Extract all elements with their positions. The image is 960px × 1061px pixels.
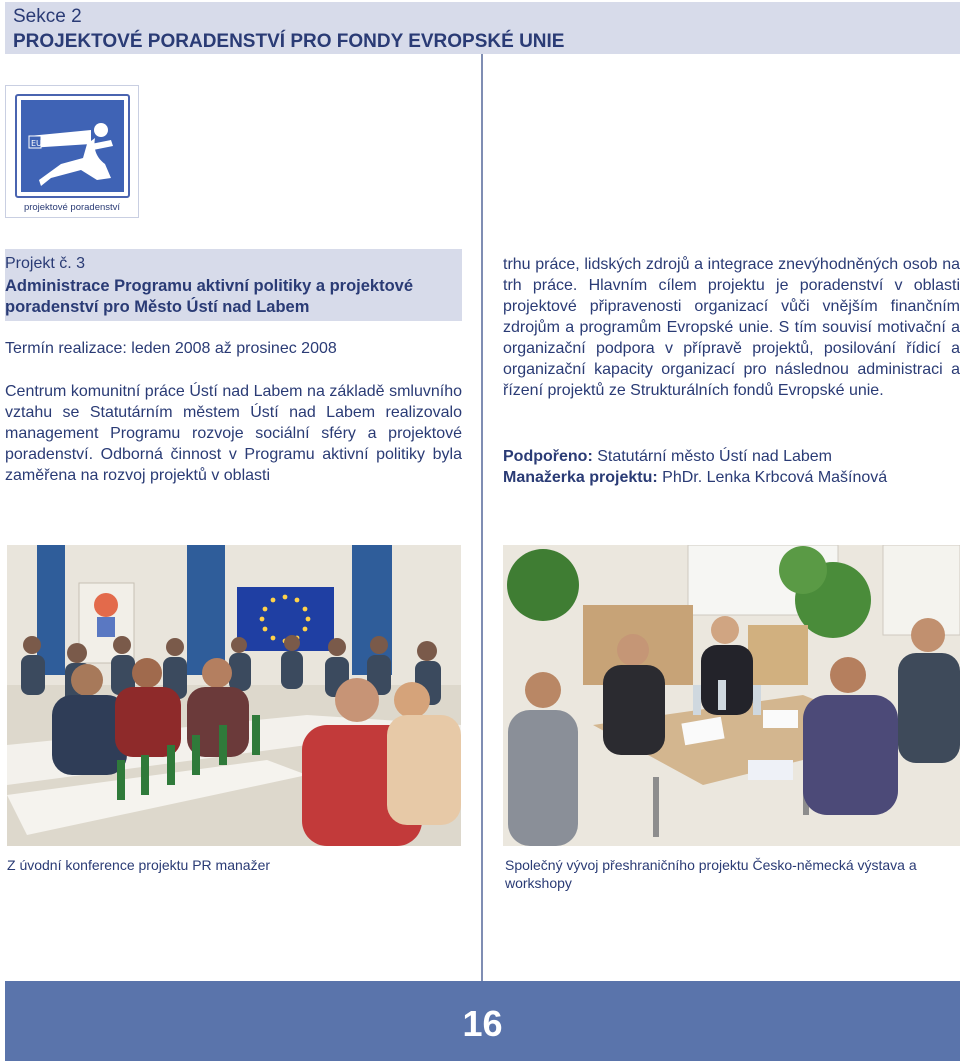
photo-caption-2: Společný vývoj přeshraničního projektu Česko-německá výstava a workshopy: [505, 857, 917, 891]
supported-label: Podpořeno:: [503, 448, 593, 465]
body-text-right: trhu práce, lidských zdrojů a integrace znevýhodněných osob na trh práce. Hlavním cílem projektu je poradenství v oblasti projektové připravenosti organizací vůči vnějším finančním zdrojům a programům Evropské unie. S tím souvisí motivační a organizační podpora v přípravě projektů, posilování řídicí a organizační kapacity organizací pro následnou administraci a řízení projektů ze Strukturálních fondů Evropské unie.: [503, 256, 960, 399]
person-with-eu-flag-logo-icon: [21, 100, 124, 192]
supported-value: Statutární město Ústí nad Labem: [597, 448, 833, 465]
logo-label: projektové poradenství: [23, 202, 121, 213]
section-label: Sekce 2: [13, 6, 82, 27]
conference-photo: [7, 545, 461, 846]
project-credits: [503, 446, 960, 488]
project-name: Administrace Programu aktivní politiky a projektové poradenství pro Město Ústí nad Labem: [5, 277, 414, 316]
supported-line: [503, 446, 960, 467]
svg-text:EU: EU: [31, 139, 42, 148]
section-title: PROJEKTOVÉ PORADENSTVÍ PRO FONDY EVROPSKÉ UNIE: [13, 31, 565, 52]
column-divider: [481, 54, 483, 981]
manager-label: Manažerka projektu:: [503, 469, 658, 486]
workshop-photo: [503, 545, 960, 846]
project-term: Termín realizace: leden 2008 až prosinec 2008: [5, 340, 337, 357]
photo-caption-1: Z úvodní konference projektu PR manažer: [7, 857, 271, 873]
body-text-left: Centrum komunitní práce Ústí nad Labem na základě smluvního vztahu se Statutárním městem Ústí nad Labem realizovalo management Programu rozvoje sociální sféry a projektové poradenství. Odborná činnost v Programu aktivní politiky byla zaměřena na rozvoj projektů v oblasti: [5, 383, 462, 484]
logo-frame: [15, 94, 130, 198]
page-number: 16: [462, 1003, 503, 1044]
section-header: [5, 2, 960, 54]
project-header: [5, 249, 462, 321]
project-number: Projekt č. 3: [5, 255, 86, 272]
manager-line: [503, 467, 960, 488]
page-footer: [5, 981, 960, 1061]
manager-value: PhDr. Lenka Krbcová Mašínová: [662, 469, 888, 486]
logo-card: [5, 85, 139, 218]
